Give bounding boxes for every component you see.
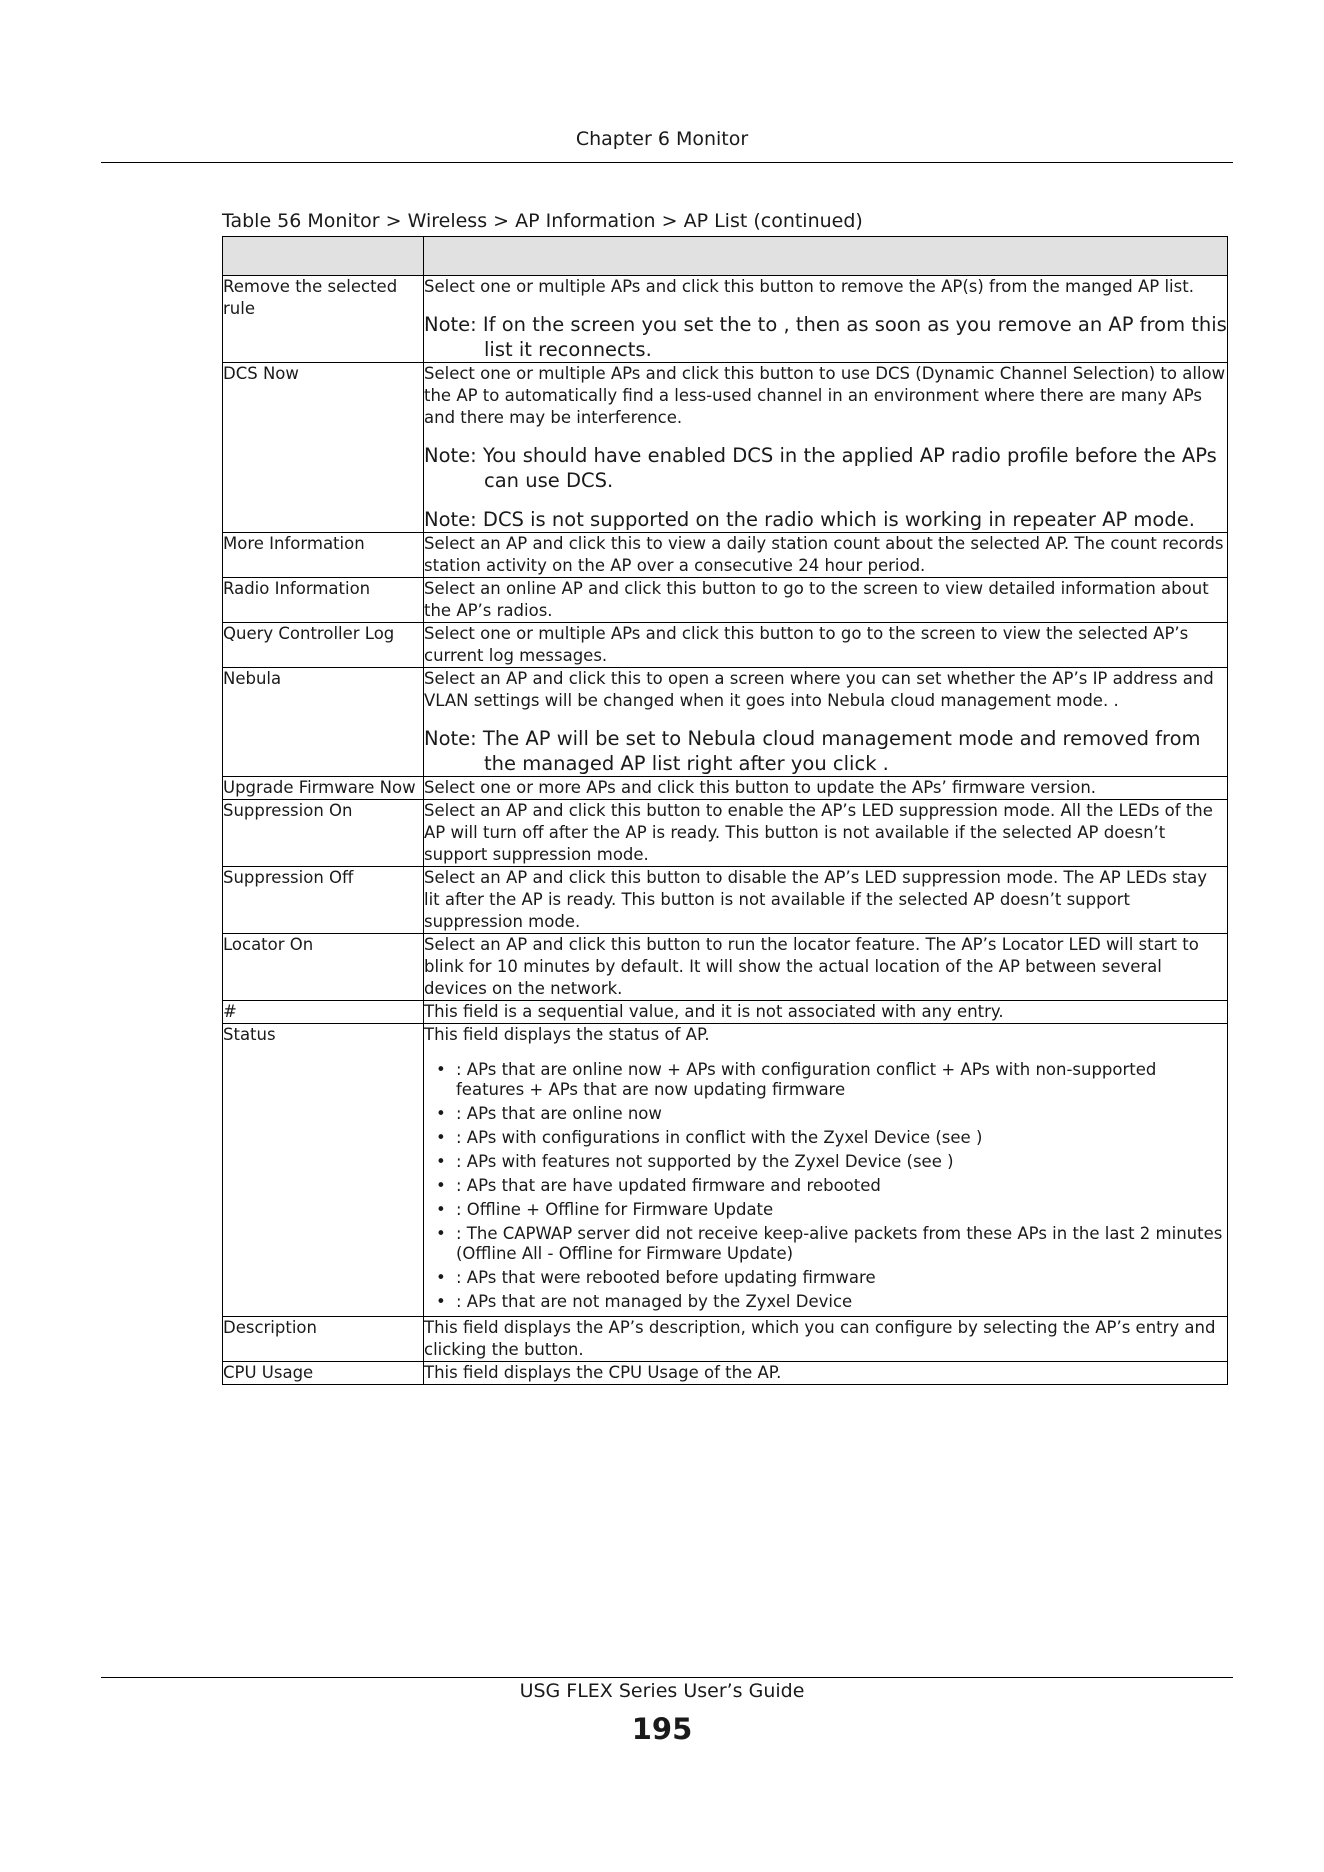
- page-number: 195: [631, 1712, 693, 1746]
- table-header-row: [223, 237, 1228, 276]
- row-description: [424, 623, 1228, 668]
- table-row: [223, 1001, 1228, 1024]
- row-description: [424, 867, 1228, 934]
- ap-list-table: [222, 236, 1228, 1385]
- status-item-text: : APs that are online now + APs with configuration conflict + APs with non-supported features + APs that are now updating firmware: [456, 1060, 1157, 1099]
- description-text: Select an AP and click this button to run the locator feature. The AP’s Locator LED will start to blink for 10 minutes by default. It will show the actual location of the AP between several devices on the network.: [424, 935, 1199, 998]
- status-list: [424, 1060, 1227, 1312]
- bullet-icon: •: [436, 1268, 446, 1287]
- bullet-icon: •: [436, 1200, 446, 1219]
- description-text: Select an AP and click this button to disable the AP’s LED suppression mode. The AP LEDs stay lit after the AP is ready. This button is not available if the selected AP doesn’t support suppression mode.: [424, 868, 1208, 931]
- status-item-text: : APs that were rebooted before updating firmware: [456, 1268, 876, 1287]
- table-row: [223, 1024, 1228, 1317]
- table-row: [223, 668, 1228, 777]
- table-row: [223, 1362, 1228, 1385]
- description-text: Select one or more APs and click this button to update the APs’ firmware version.: [424, 778, 1097, 797]
- description-text: Select one or multiple APs and click this button to remove the AP(s) from the manged AP list.: [424, 277, 1194, 296]
- table-row: [223, 777, 1228, 800]
- note-text: Note: If on the screen you set the to , then as soon as you remove an AP from this list it reconnects.: [424, 313, 1227, 361]
- row-description: [424, 1317, 1228, 1362]
- row-description: [424, 363, 1228, 533]
- row-label: #: [223, 1001, 424, 1024]
- description-text: This field displays the CPU Usage of the AP.: [424, 1363, 782, 1382]
- row-description: [424, 1001, 1228, 1024]
- bullet-icon: •: [436, 1104, 446, 1123]
- table-row: [223, 1317, 1228, 1362]
- row-label: Remove the selected rule: [223, 276, 424, 363]
- row-label: Status: [223, 1024, 424, 1317]
- status-list-item: [424, 1060, 1227, 1100]
- row-description: [424, 777, 1228, 800]
- description-text: Select one or multiple APs and click this button to use DCS (Dynamic Channel Selection) to allow the AP to automatically find a less-used channel in an environment where there are many APs and there may be interference.: [424, 364, 1226, 427]
- description-text: Select an AP and click this to view a daily station count about the selected AP. The count records station activity on the AP over a consecutive 24 hour period.: [424, 534, 1224, 575]
- table-row: [223, 533, 1228, 578]
- status-list-item: [424, 1152, 1227, 1172]
- description-text: This field is a sequential value, and it is not associated with any entry.: [424, 1002, 1004, 1021]
- bullet-icon: •: [436, 1224, 446, 1243]
- status-list-item: [424, 1292, 1227, 1312]
- status-item-text: : The CAPWAP server did not receive keep-alive packets from these APs in the last 2 minutes (Offline All - Offline for Firmware Update): [456, 1224, 1223, 1263]
- status-list-item: [424, 1104, 1227, 1124]
- row-label: Suppression Off: [223, 867, 424, 934]
- status-item-text: : Offline + Offline for Firmware Update: [456, 1200, 774, 1219]
- row-label: Nebula: [223, 668, 424, 777]
- description-text: Select an AP and click this to open a screen where you can set whether the AP’s IP address and VLAN settings will be changed when it goes into Nebula cloud management mode. .: [424, 669, 1214, 710]
- bullet-icon: •: [436, 1292, 446, 1311]
- row-description: [424, 1362, 1228, 1385]
- row-label: Radio Information: [223, 578, 424, 623]
- status-item-text: : APs with configurations in conflict with the Zyxel Device (see ): [456, 1128, 983, 1147]
- note-text: Note: DCS is not supported on the radio which is working in repeater AP mode.: [424, 508, 1195, 531]
- row-description: [424, 1024, 1228, 1317]
- status-item-text: : APs that are not managed by the Zyxel Device: [456, 1292, 853, 1311]
- status-list-item: [424, 1224, 1227, 1264]
- row-description: [424, 668, 1228, 777]
- table-row: [223, 623, 1228, 668]
- bullet-icon: •: [436, 1128, 446, 1147]
- note-text: Note: The AP will be set to Nebula cloud management mode and removed from the managed AP list right after you click .: [424, 727, 1201, 775]
- table-header-cell-label: [223, 237, 424, 276]
- table-row: [223, 276, 1228, 363]
- row-description: [424, 276, 1228, 363]
- status-item-text: : APs that are have updated firmware and rebooted: [456, 1176, 881, 1195]
- row-label: Suppression On: [223, 800, 424, 867]
- table-row: [223, 363, 1228, 533]
- status-list-item: [424, 1176, 1227, 1196]
- status-item-text: : APs with features not supported by the Zyxel Device (see ): [456, 1152, 954, 1171]
- table-header-cell-description: [424, 237, 1228, 276]
- status-list-item: [424, 1200, 1227, 1220]
- note-text: Note: You should have enabled DCS in the applied AP radio profile before the APs can use DCS.: [424, 444, 1217, 492]
- row-label: Query Controller Log: [223, 623, 424, 668]
- description-text: Select one or multiple APs and click this button to go to the screen to view the selected AP’s current log messages.: [424, 624, 1189, 665]
- status-item-text: : APs that are online now: [456, 1104, 662, 1123]
- row-label: Upgrade Firmware Now: [223, 777, 424, 800]
- bullet-icon: •: [436, 1152, 446, 1171]
- table-row: [223, 800, 1228, 867]
- row-description: [424, 800, 1228, 867]
- row-label: Locator On: [223, 934, 424, 1001]
- chapter-header: Chapter 6 Monitor: [575, 128, 749, 150]
- row-label: CPU Usage: [223, 1362, 424, 1385]
- bullet-icon: •: [436, 1176, 446, 1195]
- header-divider: [101, 162, 1233, 163]
- row-label: Description: [223, 1317, 424, 1362]
- description-text: This field displays the status of AP.: [424, 1025, 710, 1044]
- description-text: Select an online AP and click this button to go to the screen to view detailed information about the AP’s radios.: [424, 579, 1209, 620]
- footer-divider: [101, 1677, 1233, 1678]
- description-text: Select an AP and click this button to enable the AP’s LED suppression mode. All the LEDs of the AP will turn off after the AP is ready. This button is not available if the selected AP doesn’t support suppression mode.: [424, 801, 1213, 864]
- row-label: DCS Now: [223, 363, 424, 533]
- row-description: [424, 934, 1228, 1001]
- table-row: [223, 934, 1228, 1001]
- description-text: This field displays the AP’s description, which you can configure by selecting the AP’s entry and clicking the button.: [424, 1318, 1216, 1359]
- row-description: [424, 533, 1228, 578]
- guide-title: USG FLEX Series User’s Guide: [519, 1680, 805, 1702]
- table-row: [223, 867, 1228, 934]
- table-row: [223, 578, 1228, 623]
- bullet-icon: •: [436, 1060, 446, 1079]
- status-list-item: [424, 1128, 1227, 1148]
- row-description: [424, 578, 1228, 623]
- status-list-item: [424, 1268, 1227, 1288]
- row-label: More Information: [223, 533, 424, 578]
- table-caption: Table 56 Monitor > Wireless > AP Information > AP List (continued): [222, 210, 863, 232]
